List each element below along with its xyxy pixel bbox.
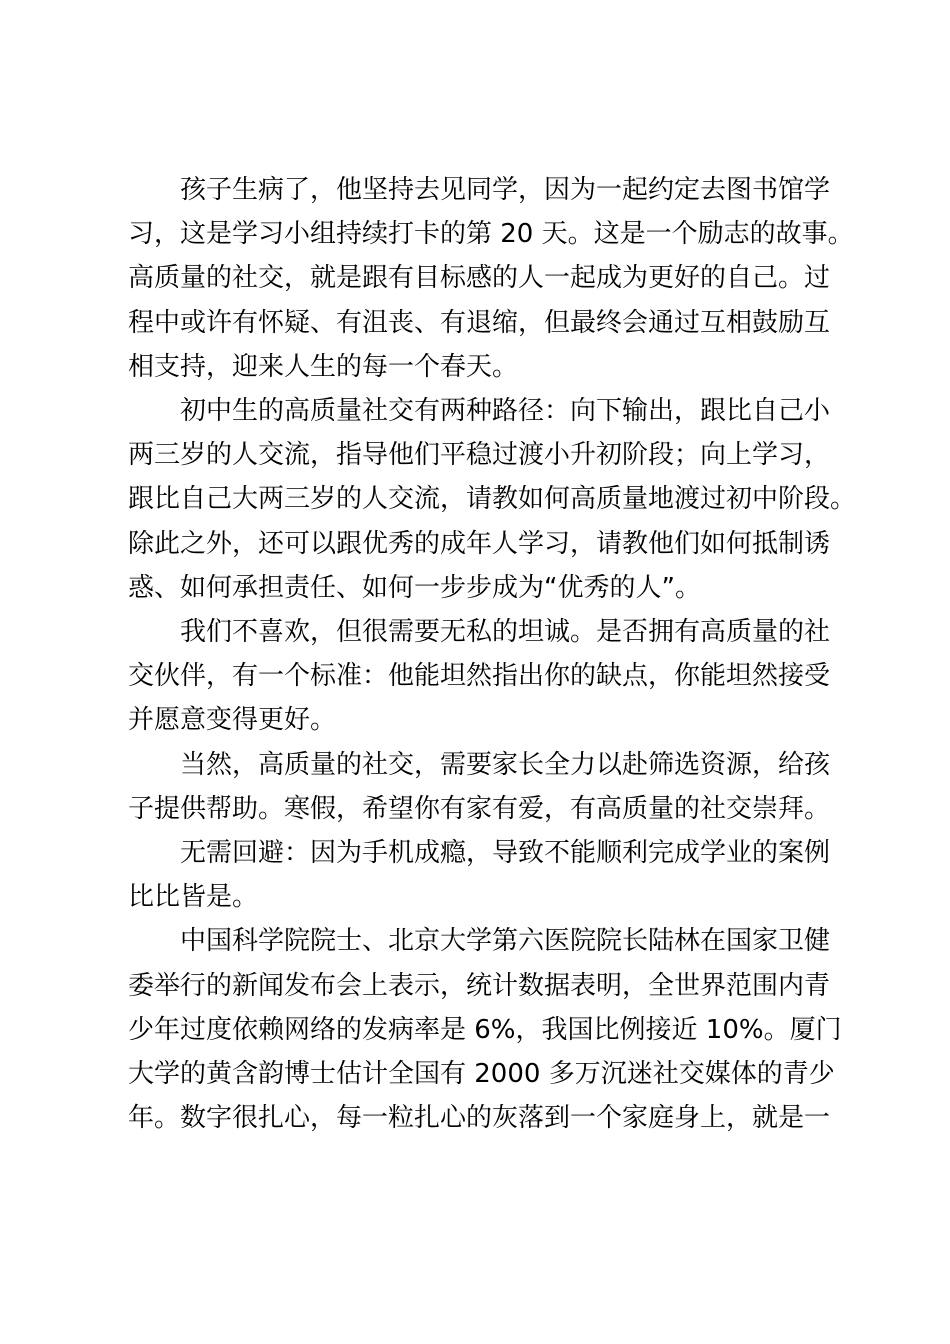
paragraph-4: [128, 743, 833, 831]
text-line: 惑、如何承担责任、如何一步步成为“优秀的人”。: [128, 572, 701, 603]
text-line: 当然，高质量的社交，需要家长全力以赴筛选资源，给孩: [180, 749, 831, 780]
text-line: 少年过度依赖网络的发病率是 6%，我国比例接近 10%。厦门: [128, 1014, 842, 1045]
text-line: 并愿意变得更好。: [128, 705, 337, 736]
text-line: 比比皆是。: [128, 882, 259, 913]
text-line: 除此之外，还可以跟优秀的成年人学习，请教他们如何抵制诱: [128, 528, 831, 559]
text-line: 子提供帮助。寒假，希望你有家有爱，有高质量的社交崇拜。: [128, 793, 831, 824]
text-line: 初中生的高质量社交有两种路径：向下输出，跟比自己小: [180, 396, 831, 427]
text-line: 年。数字很扎心，每一粒扎心的灰落到一个家庭身上，就是一: [128, 1103, 831, 1134]
paragraph-6: [128, 919, 842, 1140]
text-line: 我们不喜欢，但很需要无私的坦诚。是否拥有高质量的社: [180, 617, 831, 648]
text-line: 委举行的新闻发布会上表示，统计数据表明，全世界范围内青: [128, 970, 831, 1001]
text-line: 孩子生病了，他坚持去见同学，因为一起约定去图书馆学: [180, 175, 831, 205]
text-line: 习，这是学习小组持续打卡的第 20 天。这是一个励志的故事。: [128, 219, 854, 250]
paragraph-3: [128, 610, 833, 743]
text-line: 无需回避：因为手机成瘾，导致不能顺利完成学业的案例: [180, 838, 831, 869]
paragraph-5: [128, 831, 833, 919]
text-line: 跟比自己大两三岁的人交流，请教如何高质量地渡过初中阶段。: [128, 484, 857, 515]
article-body: [128, 168, 857, 1140]
paragraph-1: [128, 168, 854, 389]
paragraph-2: [128, 389, 857, 610]
text-line: 两三岁的人交流，指导他们平稳过渡小升初阶段；向上学习，: [128, 440, 831, 471]
text-line: 相支持，迎来人生的每一个春天。: [128, 351, 519, 382]
text-line: 中国科学院院士、北京大学第六医院院长陆林在国家卫健: [180, 926, 831, 957]
text-line: 交伙伴，有一个标准：他能坦然指出你的缺点，你能坦然接受: [128, 661, 831, 692]
text-line: 大学的黄含韵博士估计全国有 2000 多万沉迷社交媒体的青少: [128, 1059, 835, 1090]
text-line: 程中或许有怀疑、有沮丧、有退缩，但最终会通过互相鼓励互: [128, 307, 831, 338]
text-line: 高质量的社交，就是跟有目标感的人一起成为更好的自己。过: [128, 263, 831, 294]
